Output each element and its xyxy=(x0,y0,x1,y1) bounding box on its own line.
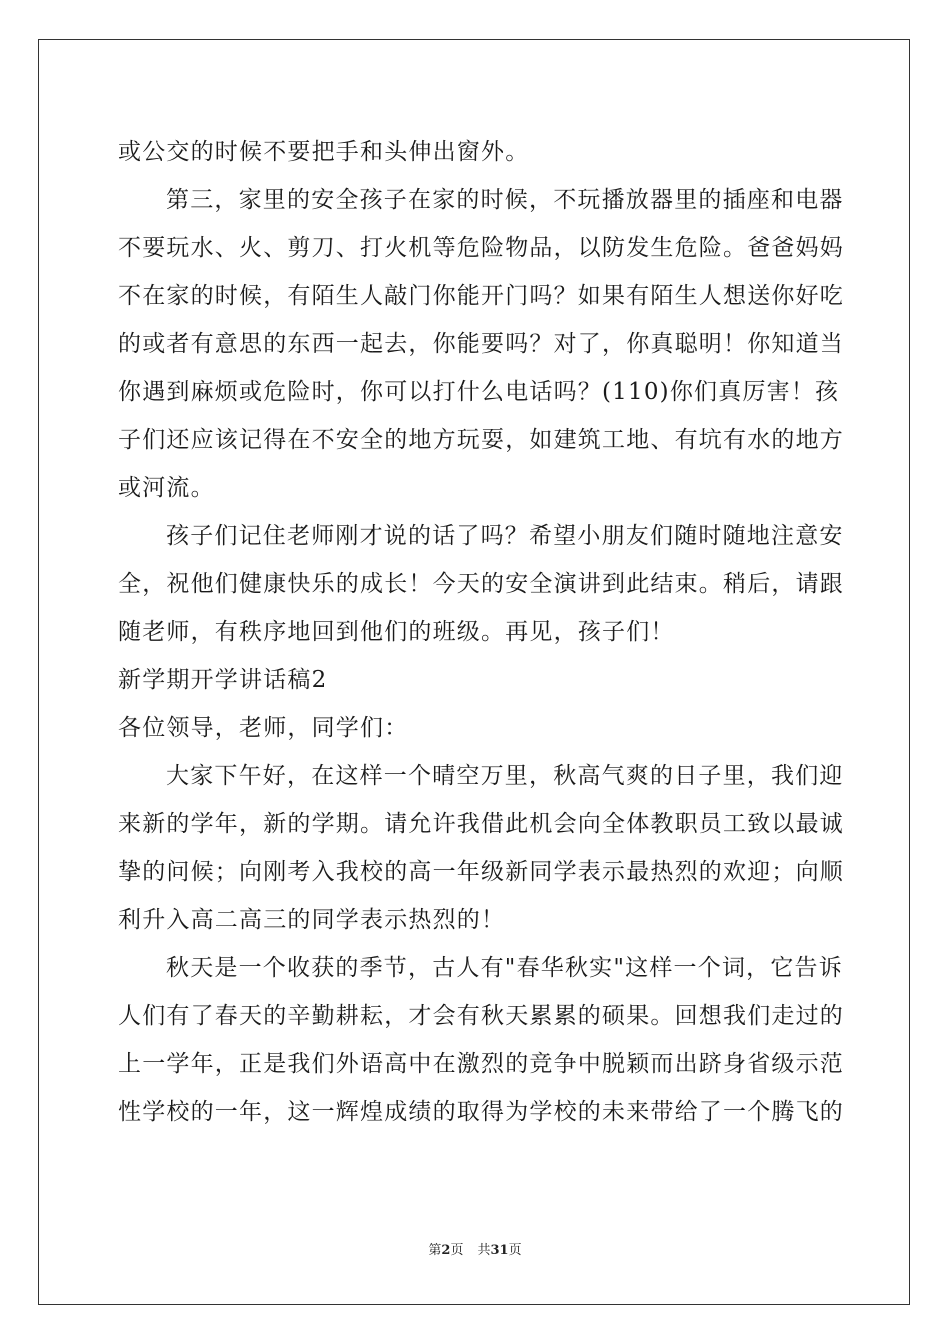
text-line: 挚的问候；向刚考入我校的高一年级新同学表示最热烈的欢迎；向顺 xyxy=(118,859,844,885)
page-prefix: 第 xyxy=(428,1243,442,1258)
total-unit: 页 xyxy=(508,1243,522,1258)
salutation: 各位领导，老师，同学们： xyxy=(118,715,409,741)
text-line: 不要玩水、火、剪刀、打火机等危险物品，以防发生危险。爸爸妈妈 xyxy=(118,235,844,261)
text-line: 人们有了春天的辛勤耕耘，才会有秋天累累的硕果。回想我们走过的 xyxy=(118,1003,844,1029)
text-line: 或河流。 xyxy=(118,475,215,501)
text-line: 的或者有意思的东西一起去，你能要吗？对了，你真聪明！你知道当 xyxy=(118,331,844,357)
text-line: 不在家的时候，有陌生人敲门你能开门吗？如果有陌生人想送你好吃 xyxy=(118,283,844,309)
text-line: 性学校的一年，这一辉煌成绩的取得为学校的未来带给了一个腾飞的 xyxy=(118,1099,844,1125)
document-body xyxy=(118,128,844,1136)
text-line: 或公交的时候不要把手和头伸出窗外。 xyxy=(118,139,530,165)
text-line: 随老师，有秩序地回到他们的班级。再见，孩子们！ xyxy=(118,619,675,645)
text-line: 大家下午好，在这样一个晴空万里，秋高气爽的日子里，我们迎 xyxy=(166,763,844,789)
page-footer xyxy=(0,1242,950,1260)
total-prefix: 共 xyxy=(477,1243,491,1258)
text-line: 全，祝他们健康快乐的成长！今天的安全演讲到此结束。稍后，请跟 xyxy=(118,571,844,597)
text-line: 上一学年，正是我们外语高中在激烈的竞争中脱颖而出跻身省级示范 xyxy=(118,1051,844,1077)
page-number: 2 xyxy=(441,1243,451,1258)
text-line: 你遇到麻烦或危险时，你可以打什么电话吗？(110)你们真厉害！孩 xyxy=(118,379,840,405)
text-line: 第三，家里的安全孩子在家的时候，不玩播放器里的插座和电器 xyxy=(166,187,844,213)
text-line: 孩子们记住老师刚才说的话了吗？希望小朋友们随时随地注意安 xyxy=(166,523,844,549)
text-line: 来新的学年，新的学期。请允许我借此机会向全体教职员工致以最诚 xyxy=(118,811,844,837)
text-line: 秋天是一个收获的季节，古人有"春华秋实"这样一个词，它告诉 xyxy=(166,955,843,981)
section-title: 新学期开学讲话稿2 xyxy=(118,667,328,693)
text-line: 利升入高二高三的同学表示热烈的！ xyxy=(118,907,506,933)
text-line: 子们还应该记得在不安全的地方玩耍，如建筑工地、有坑有水的地方 xyxy=(118,427,844,453)
page-unit: 页 xyxy=(450,1243,464,1258)
total-pages: 31 xyxy=(490,1243,509,1258)
